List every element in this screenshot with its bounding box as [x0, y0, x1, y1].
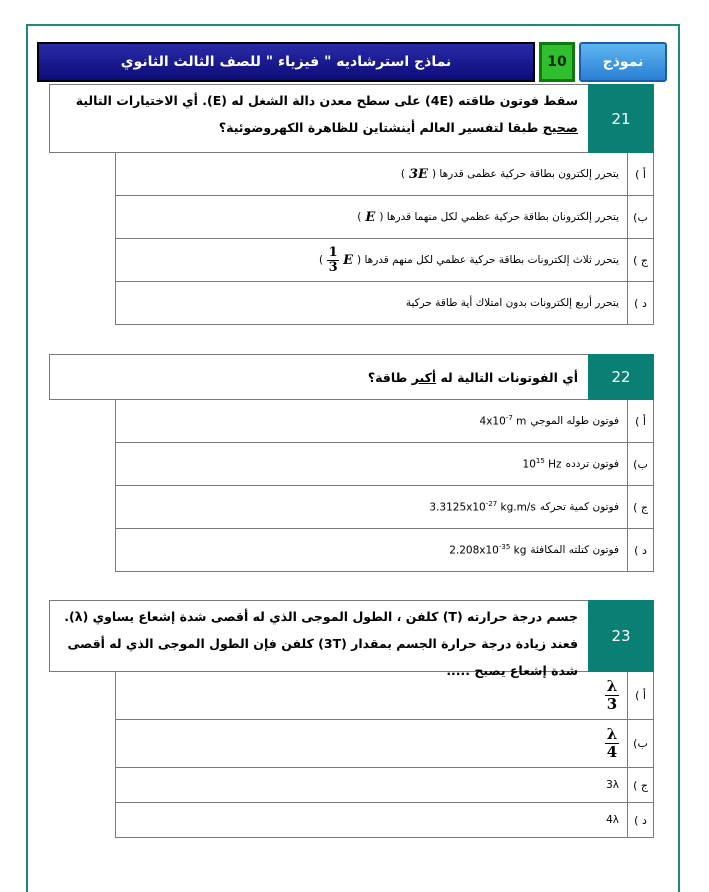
option-d[interactable]: [115, 282, 654, 325]
option-a[interactable]: [115, 400, 654, 443]
fraction: $\frac{1}{3}$: [328, 244, 338, 275]
option-letter: أ ): [627, 153, 653, 195]
option-text: [116, 720, 627, 767]
question-23: [49, 600, 654, 838]
option-text: يتحرر إلكترونان بطاقة حركية عظمي لكل منهما قدرها ( E ): [357, 209, 619, 225]
option-c[interactable]: [115, 486, 654, 529]
option-letter: ب): [627, 443, 653, 485]
option-letter: د ): [627, 282, 653, 324]
option-text: يتحرر أربع إلكترونات بدون امتلاك أية طاقة حركية: [405, 297, 619, 309]
question-number: 23: [588, 600, 654, 672]
option-letter: أ ): [627, 400, 653, 442]
option-b[interactable]: [115, 720, 654, 768]
option-letter: د ): [627, 803, 653, 837]
question-22: [49, 354, 654, 572]
option-text: يتحرر ثلاث إلكترونات بطاقة حركية عظمي لكل منهم قدرها ( E $\frac{1}{3}$ ): [319, 244, 619, 275]
option-b[interactable]: [115, 443, 654, 486]
option-letter: د ): [627, 529, 653, 571]
option-value: $2.208x10^{-35}$ kg: [449, 543, 527, 557]
question-text: جسم درجة حرارته (T) كلفن ، الطول الموجى الذي له أقصى شدة إشعاع يساوي (λ). فعند زيادة درجة حرارة الجسم بمقدار (3T) كلفن فإن الطول الموجى الذي له أقصى شدة إشعاع يصبح .....: [49, 600, 588, 672]
option-letter: ب): [627, 196, 653, 238]
question-number: 22: [588, 354, 654, 400]
option-a[interactable]: [115, 153, 654, 196]
option-c[interactable]: [115, 239, 654, 282]
model-number: 10: [539, 42, 575, 82]
option-value: $3.3125x10^{-27}$ kg.m/s: [429, 500, 536, 514]
question-21: [49, 84, 654, 325]
header-banner: [37, 42, 667, 82]
option-letter: ج ): [627, 768, 653, 802]
option-text: [116, 672, 627, 719]
option-a[interactable]: [115, 672, 654, 720]
option-text: فوتون طوله الموجي $4x10^{-7}$ m: [479, 414, 619, 428]
option-text: 3λ: [606, 779, 619, 791]
question-text: أي الفوتونات التالية له أكبر طاقة؟: [49, 354, 588, 400]
question-number: 21: [588, 84, 654, 153]
option-letter: ج ): [627, 239, 653, 281]
option-text: 4λ: [606, 814, 619, 826]
option-letter: ج ): [627, 486, 653, 528]
option-text: يتحرر إلكترون بطاقة حركية عظمى قدرها ( 3E ): [400, 166, 619, 182]
option-value: $10^{15}$ Hz: [522, 457, 562, 471]
option-letter: ب): [627, 720, 653, 767]
option-letter: أ ): [627, 672, 653, 719]
fraction: $\frac{\lambda}{3}$: [606, 677, 618, 713]
question-text: سقط فوتون طاقته (4E) على سطح معدن دالة الشغل له (E). أي الاختيارات التالية صحيح طبقا لتفسير العالم أينشتاين للظاهرة الكهروضوئية؟: [49, 84, 588, 153]
option-text: فوتون كمية تحركه $3.3125x10^{-27}$ kg.m/s: [429, 500, 619, 514]
model-label: نموذج: [579, 42, 667, 82]
option-value: $4x10^{-7}$ m: [479, 414, 527, 428]
page-title: نماذج استرشاديه " فيزياء " للصف الثالث الثانوي: [37, 42, 535, 82]
option-c[interactable]: [115, 768, 654, 803]
option-text: فوتون كتلته المكافئة $2.208x10^{-35}$ kg: [449, 543, 619, 557]
option-text: فوتون تردده $10^{15}$ Hz: [522, 457, 619, 471]
option-d[interactable]: [115, 529, 654, 572]
option-d[interactable]: [115, 803, 654, 838]
option-b[interactable]: [115, 196, 654, 239]
fraction: $\frac{\lambda}{4}$: [606, 725, 618, 761]
